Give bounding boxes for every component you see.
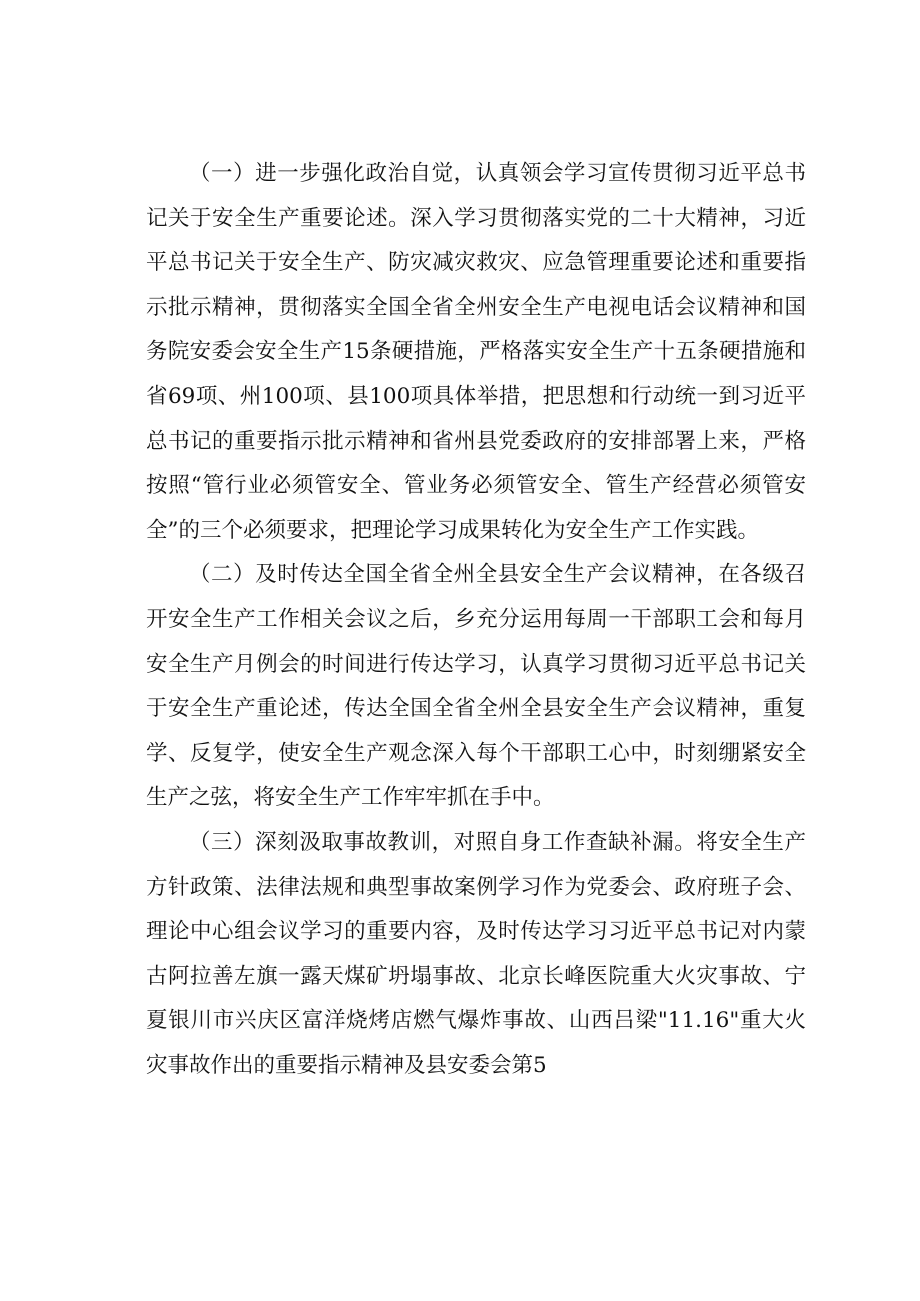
document-body — [146, 152, 806, 1088]
paragraph-3: （三）深刻汲取事故教训，对照自身工作查缺补漏。将安全生产方针政策、法律法规和典型事故案例学习作为党委会、政府班子会、理论中心组会议学习的重要内容，及时传达学习习近平总书记对内蒙古阿拉善左旗一露天煤矿坍塌事故、北京长峰医院重大火灾事故、宁夏银川市兴庆区富洋烧烤店燃气爆炸事故、山西吕梁"11.16"重大火灾事故作出的重要指示精神及县安委会第5 — [146, 829, 806, 1078]
paragraph-2: （二）及时传达全国全省全州全县安全生产会议精神，在各级召开安全生产工作相关会议之后，乡充分运用每周一干部职工会和每月安全生产月例会的时间进行传达学习，认真学习贯彻习近平总书记关于安全生产重论述，传达全国全省全州全县安全生产会议精神，重复学、反复学，使安全生产观念深入每个干部职工心中，时刻绷紧安全生产之弦，将安全生产工作牢牢抓在手中。 — [146, 562, 806, 811]
paragraph-1: （一）进一步强化政治自觉，认真领会学习宣传贯彻习近平总书记关于安全生产重要论述。深入学习贯彻落实党的二十大精神，习近平总书记关于安全生产、防灾减灾救灾、应急管理重要论述和重要指示批示精神，贯彻落实全国全省全州安全生产电视电话会议精神和国务院安委会安全生产15条硬措施，严格落实安全生产十五条硬措施和省69项、州100项、县100项具体举措，把思想和行动统一到习近平总书记的重要指示批示精神和省州县党委政府的安排部署上来，严格按照“管行业必须管安全、管业务必须管安全、管生产经营必须管安全”的三个必须要求，把理论学习成果转化为安全生产工作实践。 — [146, 161, 806, 543]
